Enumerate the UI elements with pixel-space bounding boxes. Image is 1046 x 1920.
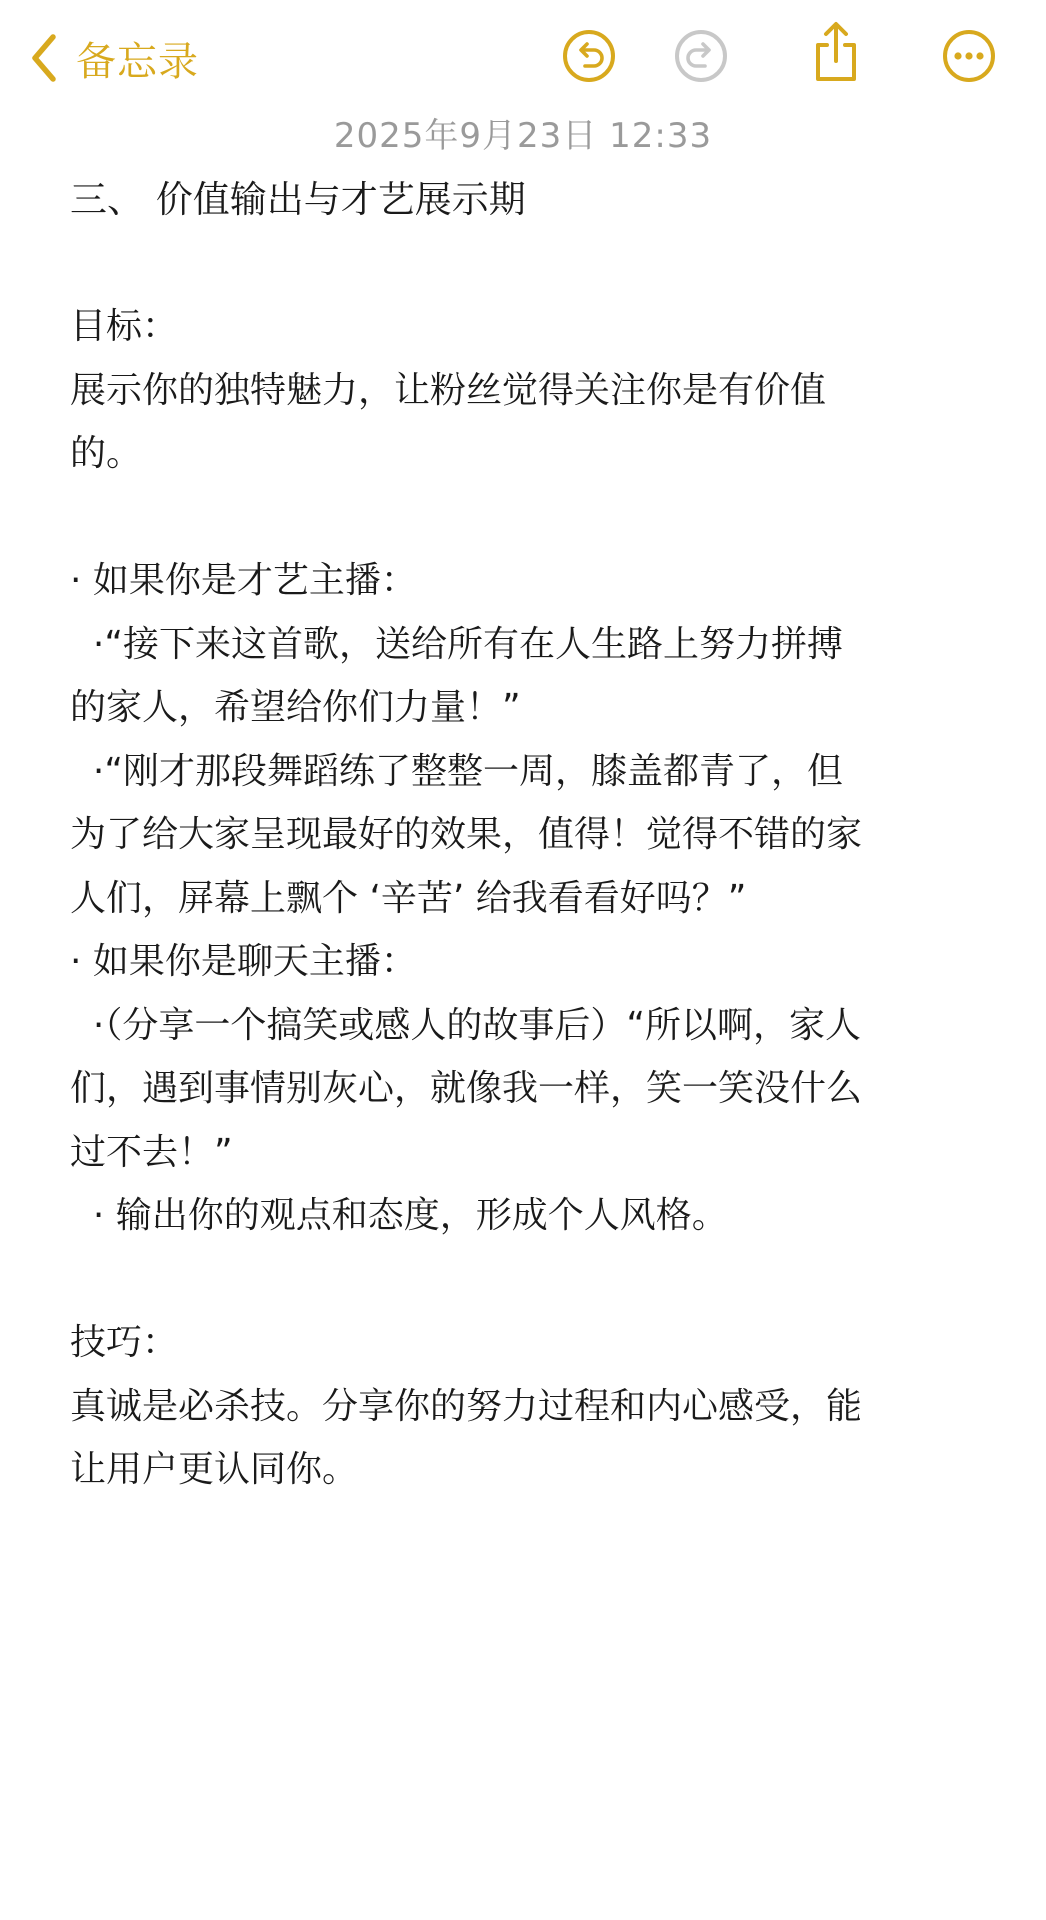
note-line <box>70 232 985 296</box>
note-line: · 如果你是才艺主播： <box>70 560 417 601</box>
note-timestamp: 2025年9月23日 12:33 <box>333 116 713 156</box>
note-line <box>70 1248 985 1312</box>
back-button[interactable] <box>26 28 199 88</box>
back-label: 备忘录 <box>76 38 199 85</box>
note-title: 三、 价值输出与才艺展示期 <box>70 178 526 221</box>
note-line: 让用户更认同你。 <box>70 1449 359 1490</box>
note-line: 真诚是必杀技。分享你的努力过程和内心感受，能 <box>70 1385 863 1427</box>
chevron-left-icon <box>26 30 62 86</box>
redo-button[interactable] <box>669 26 733 90</box>
more-icon <box>941 28 997 88</box>
note-line: ·“接下来这首歌，送给所有在人生路上努力拼搏 <box>70 623 843 665</box>
note-line: ·（分享一个搞笑或感人的故事后）“所以啊，家人 <box>70 1004 861 1046</box>
note-body[interactable] <box>70 168 985 1502</box>
note-line: 人们，屏幕上飘个 ‘辛苦’ 给我看看好吗？” <box>70 877 747 919</box>
note-line: 展示你的独特魅力，让粉丝觉得关注你是有价值 <box>70 369 827 411</box>
note-line: 为了给大家呈现最好的效果，值得！觉得不错的家 <box>70 814 863 855</box>
note-line: 们，遇到事情别灰心，就像我一样，笑一笑没什么 <box>70 1068 863 1109</box>
note-line: · 输出你的观点和态度，形成个人风格。 <box>70 1195 728 1236</box>
note-line <box>70 486 985 550</box>
note-line: 过不去！” <box>70 1131 233 1173</box>
undo-icon <box>561 28 617 88</box>
more-button[interactable] <box>937 26 1001 90</box>
share-icon <box>810 19 862 89</box>
redo-icon <box>673 28 729 88</box>
undo-button[interactable] <box>557 26 621 90</box>
note-line: 的。 <box>70 433 143 474</box>
note-line: 技巧： <box>70 1322 179 1363</box>
note-line: ·“刚才那段舞蹈练了整整一周，膝盖都青了，但 <box>70 750 843 792</box>
note-line: 目标： <box>70 306 179 347</box>
note-line: · 如果你是聊天主播： <box>70 941 417 982</box>
note-line: 的家人，希望给你们力量！” <box>70 687 521 728</box>
share-button[interactable] <box>804 22 868 86</box>
navigation-bar <box>0 0 1046 115</box>
